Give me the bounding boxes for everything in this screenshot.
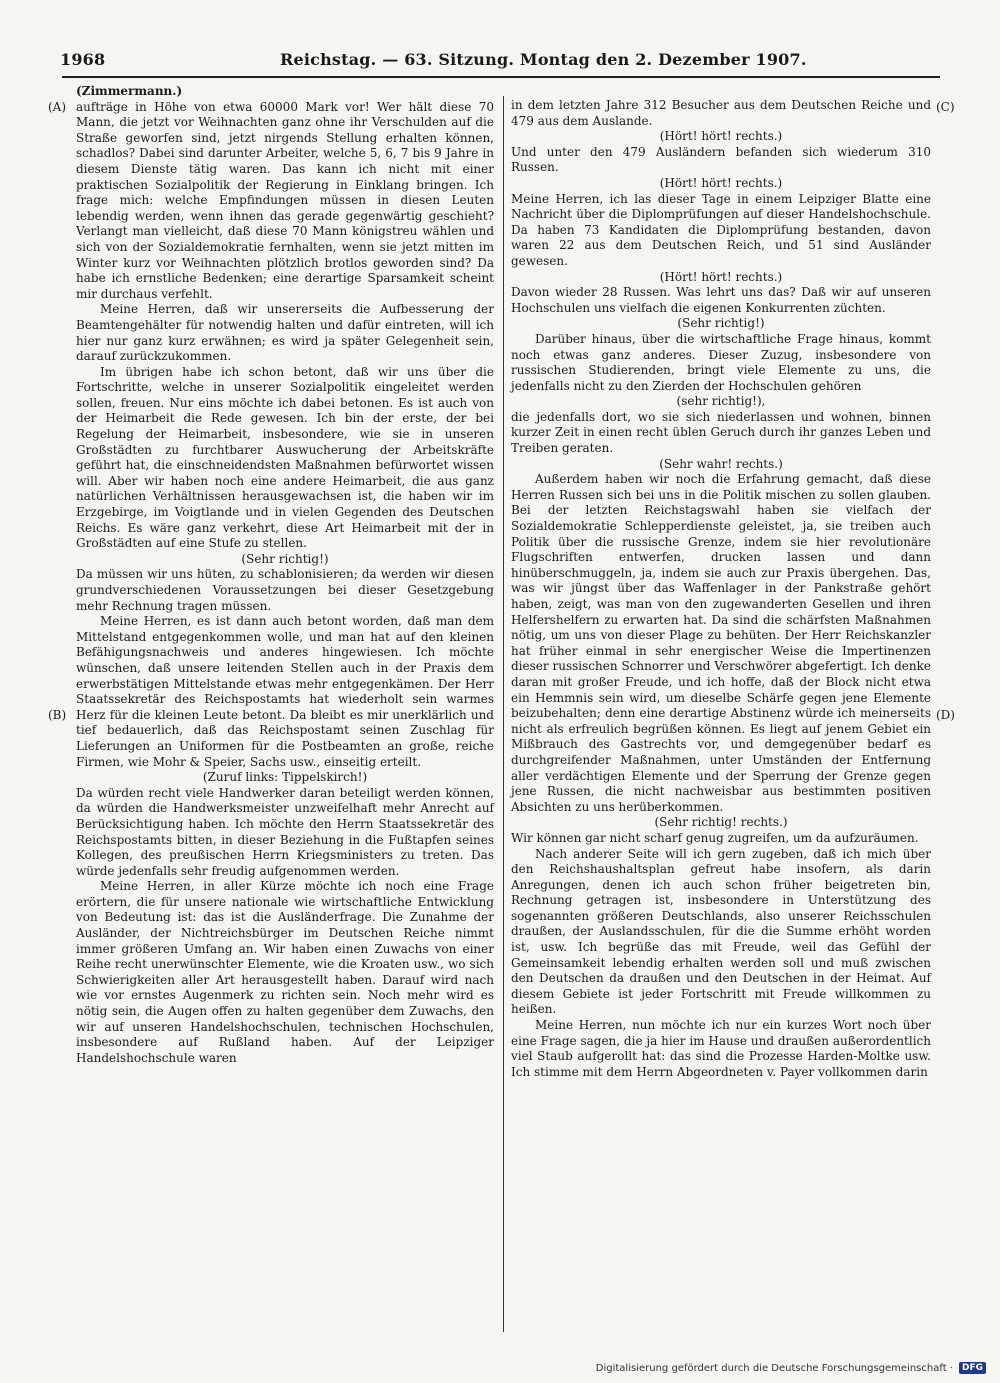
header-rule [62,76,940,78]
margin-marker-c: (C) [936,100,955,114]
paragraph: Davon wieder 28 Russen. Was lehrt uns das? Daß wir auf unseren Hochschulen uns vielfach die eigenen Konkurrenten züchten. [511,285,931,315]
interjection: (Zuruf links: Tippelskirch!) [202,770,368,785]
speaker-name: (Zimmermann.) [76,84,183,98]
paragraph: Meine Herren, nun möchte ich nur ein kurzes Wort noch über eine Frage sagen, die ja hier im Hause und draußen außerordentlich viel Staub aufgerollt hat: das sind die Prozesse Harden-Moltke usw. Ich stimme mit dem Herrn Abgeordneten v. Payer vollkommen darin [511,1018,931,1079]
paragraph: die jedenfalls dort, wo sie sich niederlassen und wohnen, binnen kurzer Zeit in einen recht üblen Geruch durch ihr ganzes Leben und Treiben geraten. [511,409,931,456]
paragraph: Außerdem haben wir noch die Erfahrung gemacht, daß diese Herren Russen sich bei uns in die Politik mischen zu sollen glauben. Bei der letzten Reichstagswahl haben sie vielfach der Sozialdemokratie Schlepperdienste geleistet, ja, sie treiben auch Politik über die russische Grenze, indem sie hier revolutionäre Flugschriften entwerfen, drucken lassen und dann hinüberschmuggeln, ja, indem sie auch zur Praxis übergehen. Das, was wir jüngst über das Waffenlager in der Pankstraße gehört haben, zeigt, was man von den zugewanderten Gesellen und ihren Helfershelfern zu erwarten hat. Da sind die schärfsten Maßnahmen nötig, um uns von dieser Plage zu behüten. Der Herr Reichskanzler hat früher einmal in sehr energischer Weise die Impertinenzen dieser russischen Schnorrer und Verschwörer abgefertigt. Ich denke daran mit großer Freude, und ich hoffe, daß der Block nicht etwa ein Hemmnis sein wird, um dieselbe Schärfe gegen jene Elemente beizubehalten; denn eine derartige Abstinenz würde ich meinerseits nicht als erfreulich begrüßen können. Es liegt auf jenem Gebiet ein Mißbrauch des Gastrechts vor, und demgegenüber bedarf es durchgreifender Maßnahmen, unter Umständen der Entfernung aller verdächtigen Elemente und der Sperrung der Grenze gegen jene Russen, die nicht nachweisbar aus bestimmten positiven Absichten zu uns herüberkommen. [511,472,931,814]
paragraph: Nach anderer Seite will ich gern zugeben, daß ich mich über den Reichshaushaltsplan gefreut habe insofern, als darin Anregungen, denen ich auch schon früher beigetreten bin, Rechnung getragen ist, insbesondere in Unterstützung des sogenannten größeren Deutschlands, also unserer Reichsschulen draußen, der Auslandsschulen, für die die Summe erhöht worden ist, usw. Ich begrüße das mit Freude, weil das Gefühl der Gemeinsamkeit lebendig erhalten werden soll und muß zwischen den Deutschen da draußen und den Deutschen in der Heimat. Auf diesem Gebiete ist jeder Fortschritt mit Freude willkommen zu heißen. [511,846,931,1017]
interjection: (sehr richtig!), [676,394,766,409]
paragraph: Meine Herren, ich las dieser Tage in einem Leipziger Blatte eine Nachricht über die Diplomprüfungen auf dieser Handelshochschule. Da haben 73 Kandidaten die Diplomprüfung bestanden, davon waren 22 aus dem Deutschen Reich, und 51 sind Ausländer gewesen. [511,191,931,268]
paragraph: Und unter den 479 Ausländern befanden sich wiederum 310 Russen. [511,144,931,175]
paragraph: Meine Herren, es ist dann auch betont worden, daß man dem Mittelstand entgegenkommen wolle, und man hat auf den kleinen Befähigungsnachweis und anderes hingewiesen. Ich möchte wünschen, daß unsere leitenden Stellen auch in der Praxis dem erwerbstätigen Mittelstande etwas mehr entgegenkämen. Der Herr Staatssekretär des Reichspostamts hat wiederholt sein warmes Herz für die kleinen Leute betont. Da bleibt es mir unerklärlich und tief bedauerlich, daß das Reichspostamt seinen Zuschlag für Lieferungen an Uniformen für die Postbeamten an große, reiche Firmen, wie Mohr & Speier, Sachs usw., einseitig erteilt. [76,614,494,769]
interjection: (Hört! hört! rechts.) [659,269,783,284]
margin-marker-b: (B) [48,708,67,722]
paragraph: Da müssen wir uns hüten, zu schablonisieren; da werden wir diesen grundverschiedenen Voraussetzungen bei dieser Gesetzgebung mehr Rechnung tragen müssen. [76,567,494,613]
interjection: (Sehr richtig!) [677,316,765,331]
paragraph: Darüber hinaus, über die wirtschaftliche Frage hinaus, kommt noch etwas ganz anderes. Dieser Zuzug, insbesondere von russischen Studierenden, bringt viele Elemente zu uns, die jedenfalls nicht zu den Zierden der Hochschulen gehören [511,331,931,393]
page-title: Reichstag. — 63. Sitzung. Montag den 2. Dezember 1907. [280,50,807,69]
credit-text: Digitalisierung gefördert durch die Deutsche Forschungsgemeinschaft · [595,1362,953,1374]
paragraph: in dem letzten Jahre 312 Besucher aus dem Deutschen Reiche und 479 aus dem Auslande. [511,98,931,128]
page-number: 1968 [60,50,106,69]
interjection: (Sehr richtig! rechts.) [654,815,788,830]
page-header [60,50,940,76]
paragraph: Meine Herren, daß wir unsererseits die Aufbesserung der Beamtengehälter für notwendig halten und dafür eintreten, will ich hier nur ganz kurz erwähnen; es wird ja später Gelegenheit sein, darauf zurückzukommen. [76,302,494,364]
interjection: (Sehr wahr! rechts.) [659,456,783,471]
interjection: (Hört! hört! rechts.) [659,175,783,190]
interjection: (Sehr richtig!) [241,551,329,566]
margin-marker-a: (A) [48,100,67,114]
paragraph: aufträge in Höhe von etwa 60000 Mark vor! Wer hält diese 70 Mann, die jetzt vor Weihnachten ganz ohne ihr Verschulden auf die Straße geworfen sind, jetzt nirgends Stellung erhalten können, schadlos? Dabei sind darunter Arbeiter, welche 5, 6, 7 bis 9 Jahre in diesem Dienste tätig waren. Das kann ich nicht mit einer praktischen Sozialpolitik der Regierung in Einklang bringen. Ich frage mich: welche Empfindungen müssen in diesen Leuten lebendig werden, wenn ihnen das gerade gegenwärtig geschieht? Verlangt man vielleicht, daß diese 70 Mann königstreu wählen und sich von der Sozialdemokratie fernhalten, wenn sie jetzt mitten im Winter kurz vor Weihnachten plötzlich brotlos geworden sind? Da habe ich ernstliche Bedenken; eine derartige Sparsamkeit scheint mir durchaus verfehlt. [76,99,494,301]
margin-marker-d: (D) [936,708,955,722]
paragraph: Meine Herren, in aller Kürze möchte ich noch eine Frage erörtern, die für unsere nationale wie wirtschaftliche Entwicklung von Bedeutung ist: das ist die Ausländerfrage. Die Zunahme der Ausländer, der Nichtreichsbürger im Deutschen Reiche nimmt immer größeren Umfang an. Wir haben einen Zuwachs von einer Reihe recht unerwünschter Elemente, wie die Kroaten usw., wo sich Schwierigkeiten aller Art herausgestellt haben. Darauf wird nach wie vor ernstes Augenmerk zu richten sein. Noch mehr wird es nötig sein, die Augen offen zu halten gegenüber dem Zuwachs, den wir auf unseren Handelshochschulen, technischen Hochschulen, insbesondere auf Rußland haben. Auf der Leipziger Handelshochschule waren [76,879,494,1065]
paragraph: Da würden recht viele Handwerker daran beteiligt werden können, da würden die Handwerksmeister unzweifelhaft mehr Anrecht auf Berücksichtigung haben. Ich möchte den Herrn Staatssekretär des Reichspostamts bitten, in dieser Beziehung in die Fußtapfen seines Kollegen, des preußischen Herrn Kriegsministers zu treten. Das würde jedenfalls sehr freudig aufgenommen werden. [76,785,494,878]
right-column [511,98,931,1080]
paragraph: Im übrigen habe ich schon betont, daß wir uns über die Fortschritte, welche in unserer Sozialpolitik eingeleitet werden sollen, freuen. Nur eins möchte ich dabei betonen. Es ist auch von der Heimarbeit die Rede gewesen. Ich bin der erste, der bei Regelung der Heimarbeit, insbesondere, wie sie in unseren Großstädten zu furchtbarer Auswucherung der Arbeitskräfte geführt hat, die einschneidendsten Maßnahmen befürwortet wissen will. Aber wir haben noch eine andere Heimarbeit, die aus ganz natürlichen Verhältnissen herausgewachsen ist, die haben wir im Erzgebirge, im Voigtlande und in vielen Gegenden des Deutschen Reichs. Es wäre ganz verkehrt, diese Art Heimarbeit mit der in Großstädten auf eine Stufe zu stellen. [76,364,494,551]
interjection: (Hört! hört! rechts.) [659,129,783,144]
digitization-credit [596,1360,986,1376]
paragraph: Wir können gar nicht scharf genug zugreifen, um da aufzuräumen. [511,830,919,845]
dfg-logo: DFG [959,1362,986,1374]
left-column [76,84,494,1066]
column-divider [503,96,504,1332]
